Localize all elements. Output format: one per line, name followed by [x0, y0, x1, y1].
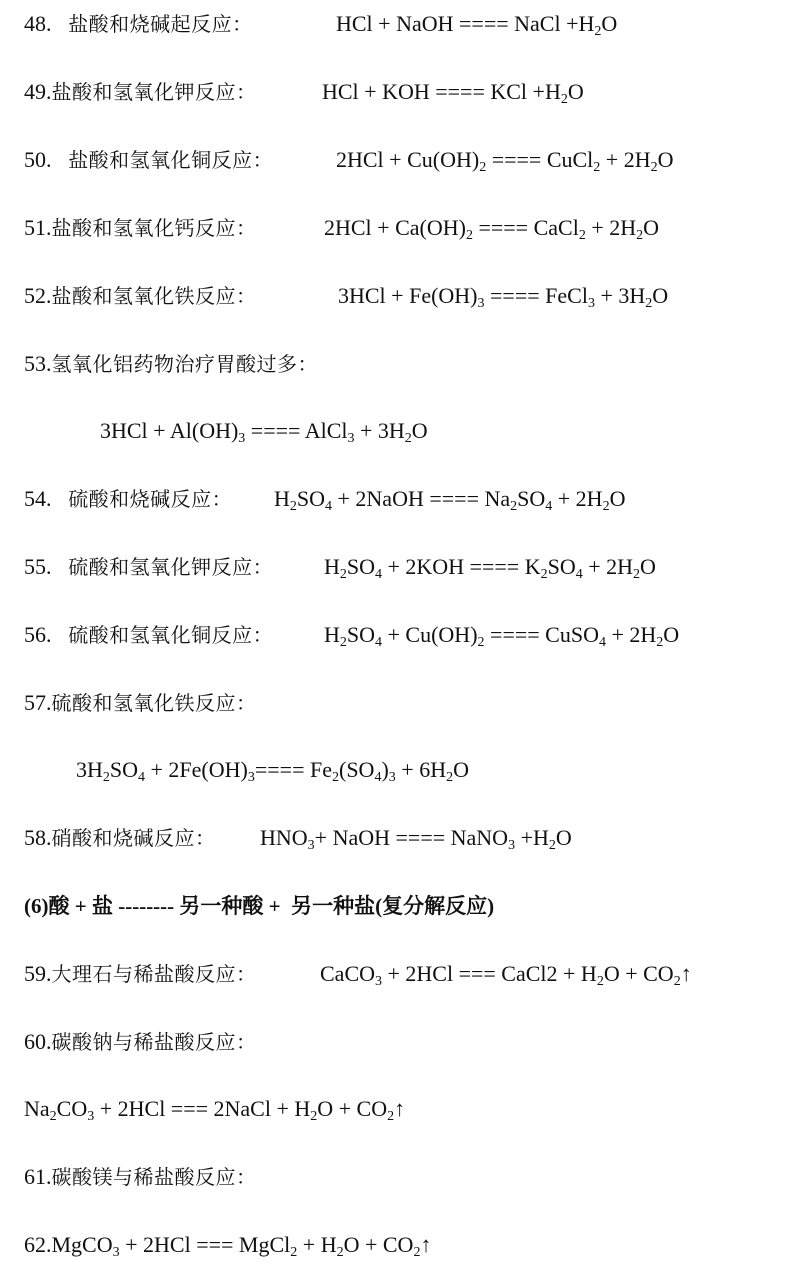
reaction-number: 54.	[24, 486, 52, 511]
reaction-48-equation: HCl + NaOH ==== NaCl $+H_2O$	[336, 11, 618, 39]
heading-salt: 盐	[91, 894, 113, 918]
reaction-60	[24, 1027, 257, 1057]
heading-prefix: (6)	[24, 894, 49, 918]
reaction-59	[24, 959, 257, 989]
reaction-51	[24, 213, 257, 243]
reaction-label: 盐酸和氢氧化铁反应：	[51, 284, 257, 308]
reaction-label: 碳酸镁与稀盐酸反应：	[51, 1165, 257, 1189]
section-heading	[24, 891, 494, 921]
heading-plus: +	[69, 894, 92, 918]
reaction-label: 盐酸和烧碱起反应：	[68, 12, 253, 36]
reaction-59-equation: CaCO$_3$ + 2HCl === CaCl2 + $H_2O$ + $CO_2↑$	[320, 961, 692, 989]
reaction-52	[24, 281, 257, 311]
heading-acid: 酸	[48, 894, 70, 918]
reaction-number: 59.	[24, 961, 52, 986]
reaction-label: 硫酸和氢氧化钾反应：	[68, 555, 274, 579]
heading-another-acid: 另一种酸	[179, 894, 264, 918]
reaction-number: 49.	[24, 79, 52, 104]
reaction-60-equation: $Na_2CO_3 + 2HCl$ === 2NaCl + $H_2O$ + $CO_2↑$	[24, 1096, 406, 1124]
reaction-label: 碳酸钠与稀盐酸反应：	[51, 1030, 257, 1054]
reaction-label: 硫酸和氢氧化铜反应：	[68, 623, 274, 647]
heading-paren-open: (	[375, 894, 383, 918]
reaction-56-equation: $H_2SO_4 + Cu(OH)_2$ ==== CuSO$_4$ + $2H_2O$	[324, 622, 680, 650]
reaction-57-equation: $3H_2SO_4 + 2Fe(OH)_3==== Fe_2(SO_4)_3 + 6H_2O$	[76, 757, 469, 785]
reaction-55	[24, 552, 273, 582]
reaction-55-equation: $H_2SO_4 + 2KOH$ ==== $K_2SO_4 + 2H_2O$	[324, 554, 656, 582]
reaction-label: 硫酸和氢氧化铁反应：	[51, 691, 257, 715]
reaction-number: 51.	[24, 215, 52, 240]
reaction-52-equation: $3HCl + Fe(OH)_3$ ==== FeCl$_3$ + $3H_2O$	[338, 283, 669, 311]
heading-paren-close: )	[487, 894, 495, 918]
reaction-58-equation: $HNO_3+$ NaOH ==== NaNO$_3$ $+H_2O$	[260, 825, 572, 853]
reaction-label: 氢氧化铝药物治疗胃酸过多：	[51, 352, 318, 376]
reaction-number: 61.	[24, 1164, 52, 1189]
reaction-50	[24, 145, 273, 175]
reaction-number: 50.	[24, 147, 52, 172]
reaction-label: 硫酸和烧碱反应：	[68, 487, 233, 511]
reaction-label: 盐酸和氢氧化铜反应：	[68, 148, 274, 172]
reaction-50-equation: $2HCl + Cu(OH)_2$ ==== CuCl$_2$ + $2H_2O$	[336, 147, 674, 175]
reaction-number: 52.	[24, 283, 52, 308]
reaction-61	[24, 1162, 257, 1192]
reaction-number: 53.	[24, 351, 52, 376]
heading-reaction-type: 复分解反应	[382, 894, 488, 918]
reaction-label: 盐酸和氢氧化钾反应：	[51, 80, 257, 104]
reaction-62	[24, 1230, 431, 1260]
reaction-53	[24, 349, 318, 379]
reaction-57	[24, 688, 257, 718]
heading-plus-2: +	[263, 894, 292, 918]
reaction-62-equation: MgCO$_3$ + 2HCl === MgCl$_2$ + $H_2O$ + $CO_2↑$	[51, 1232, 432, 1260]
heading-another-salt: 另一种盐	[291, 894, 376, 918]
reaction-49	[24, 77, 257, 107]
reaction-number: 62.	[24, 1232, 52, 1257]
reaction-label: 大理石与稀盐酸反应：	[51, 962, 257, 986]
reaction-49-equation: HCl + KOH ==== KCl $+H_2O$	[322, 79, 584, 107]
reaction-51-equation: $2HCl + Ca(OH)_2$ ==== CaCl$_2$ + $2H_2O$	[324, 215, 659, 243]
reaction-48	[24, 9, 253, 39]
reaction-53-equation: $3HCl + Al(OH)_3$ ==== AlCl$_3$ + $3H_2O$	[100, 418, 428, 446]
reaction-number: 58.	[24, 825, 52, 850]
heading-dashes: --------	[112, 894, 180, 918]
reaction-number: 57.	[24, 690, 52, 715]
reaction-number: 60.	[24, 1029, 52, 1054]
reaction-56	[24, 620, 273, 650]
reaction-54	[24, 484, 232, 514]
reaction-number: 55.	[24, 554, 52, 579]
reaction-label: 硝酸和烧碱反应：	[51, 826, 216, 850]
reaction-number: 48.	[24, 11, 52, 36]
reaction-number: 56.	[24, 622, 52, 647]
reaction-54-equation: $H_2SO_4$ + 2NaOH ==== $Na_2SO_4 + 2H_2O$	[274, 486, 626, 514]
reaction-58	[24, 823, 216, 853]
reaction-label: 盐酸和氢氧化钙反应：	[51, 216, 257, 240]
